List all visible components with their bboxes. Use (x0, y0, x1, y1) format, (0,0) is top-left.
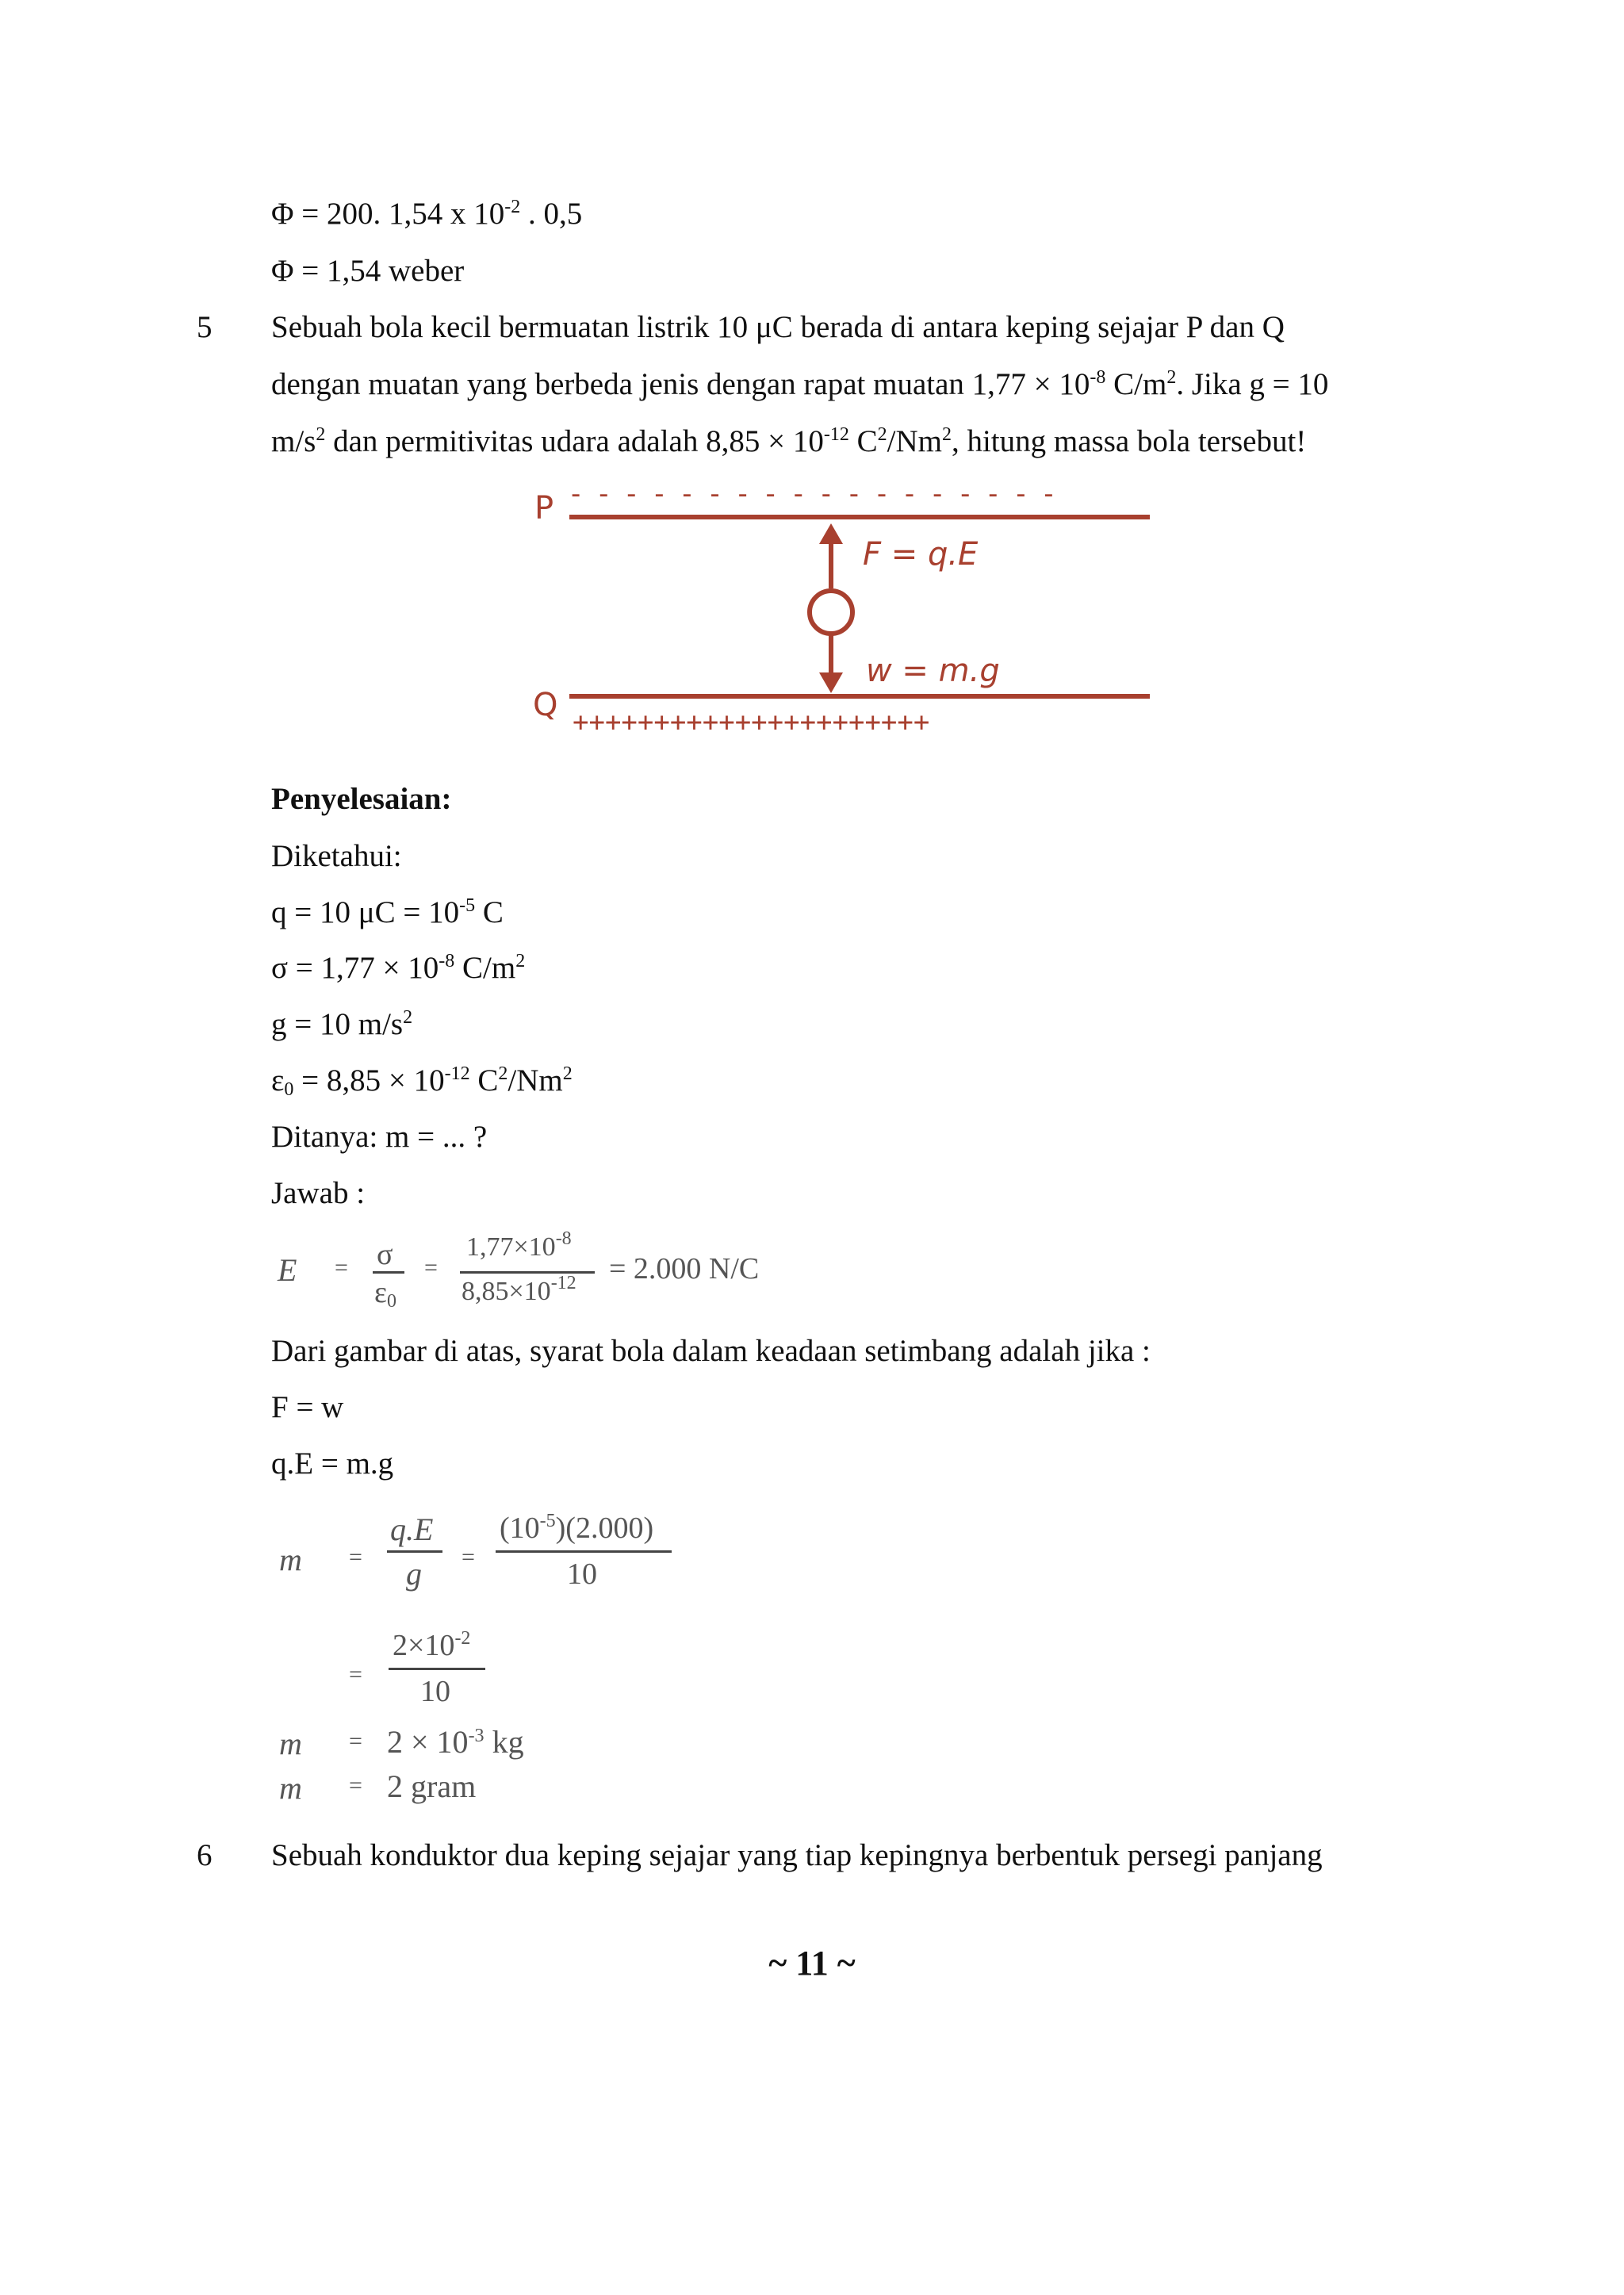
eq-m: m (279, 1542, 302, 1577)
problem-text-line: $m/s^2$ dan permitivitas udara adalah $8,85 \times 10^{-12}$ $C^2/Nm^2$, hitung massa bola tersebut! (271, 424, 1307, 458)
eq-qe: q.E (390, 1511, 434, 1547)
negative-charges: - - - - - - - - - - - - - - - - - - (571, 485, 1059, 510)
known-sigma: $\sigma = 1,77 \times 10^{-8}$ $C/m^2$ (271, 951, 526, 985)
eq-e-lhs: E (278, 1252, 297, 1288)
eq-e-result: = 2.000 N/C (609, 1252, 760, 1285)
problem-number: 5 (197, 310, 213, 344)
known-epsilon: $\varepsilon_0 = 8,85 \times 10^{-12}$ $C^2/Nm^2$ (271, 1063, 573, 1100)
plate-p-label: P (534, 490, 554, 527)
flux-result-line: Φ = 1,54 weber (271, 254, 465, 288)
known-q: q = 10 $\mu C = 10^{-5}$ C (271, 895, 504, 929)
parallel-plate-figure (523, 485, 1174, 751)
eq-num-value: 1,77×10 (466, 1232, 556, 1262)
eq-den-value: 8,85×10 (462, 1277, 551, 1306)
eq-g: g (406, 1556, 422, 1592)
eq-equals: = (335, 1255, 348, 1281)
plate-q-label: Q (533, 687, 558, 723)
flux-calc-line: Φ = 200. 1,54 x $10^{-2}$ . 0,5 (271, 197, 583, 231)
charged-ball (810, 591, 852, 634)
weight-arrowhead (819, 672, 843, 693)
weight-label: w = m.g (866, 653, 1000, 689)
problem-text-line: Sebuah bola kecil bermuatan listrik 10 μC berada di antara keping sejajar P dan Q (271, 310, 1285, 344)
problem-text-line: Sebuah konduktor dua keping sejajar yang tiap kepingnya berbentuk persegi panjang (271, 1838, 1323, 1872)
eq-epsilon: ε (374, 1276, 387, 1309)
force-up-label: F = q.E (863, 536, 979, 573)
page-number: ~ 11 ~ (768, 1944, 856, 1983)
eq-equals: = (424, 1255, 438, 1281)
force-up-arrowhead (819, 523, 843, 544)
parallel-plate-diagram (523, 485, 1174, 747)
problem-number: 6 (197, 1838, 213, 1872)
problem-text-line: dengan muatan yang berbeda jenis dengan rapat muatan $1,77 \times 10^{-8}$ $C/m^2$. Jika g = 10 (271, 367, 1329, 401)
asked-line: Ditanya: m = ... ? (271, 1120, 488, 1154)
force-balance-expanded: q.E = m.g (271, 1446, 394, 1481)
eq-sigma: σ (377, 1238, 393, 1271)
electric-field-equation: E = σ $\varepsilon_0$ = $1,77\times 10^{-8}$ $8,85\times 10^{-12}$ = 2.000 N/C (278, 1228, 760, 1312)
solution-heading: Penyelesaian: (271, 782, 452, 816)
mass-equation: m = q.E g = $(10^{-5})(2.000)$ 10 = $2\times 10^{-2}$ 10 m = $2 \times 10^{-3}$ kg m = 2 gram (270, 1503, 745, 1820)
equilibrium-condition: Dari gambar di atas, syarat bola dalam keadaan setimbang adalah jika : (271, 1334, 1151, 1368)
known-g: g = 10 $m/s^2$ (271, 1007, 413, 1041)
mass-kg: $2 \times 10^{-3}$ kg (387, 1724, 524, 1760)
positive-charges: ++++++++++++++++++++++ (573, 707, 930, 738)
known-label: Diketahui: (271, 839, 402, 873)
answer-label: Jawab : (271, 1176, 366, 1210)
force-balance: F = w (271, 1390, 344, 1424)
mass-gram: 2 gram (387, 1768, 477, 1804)
